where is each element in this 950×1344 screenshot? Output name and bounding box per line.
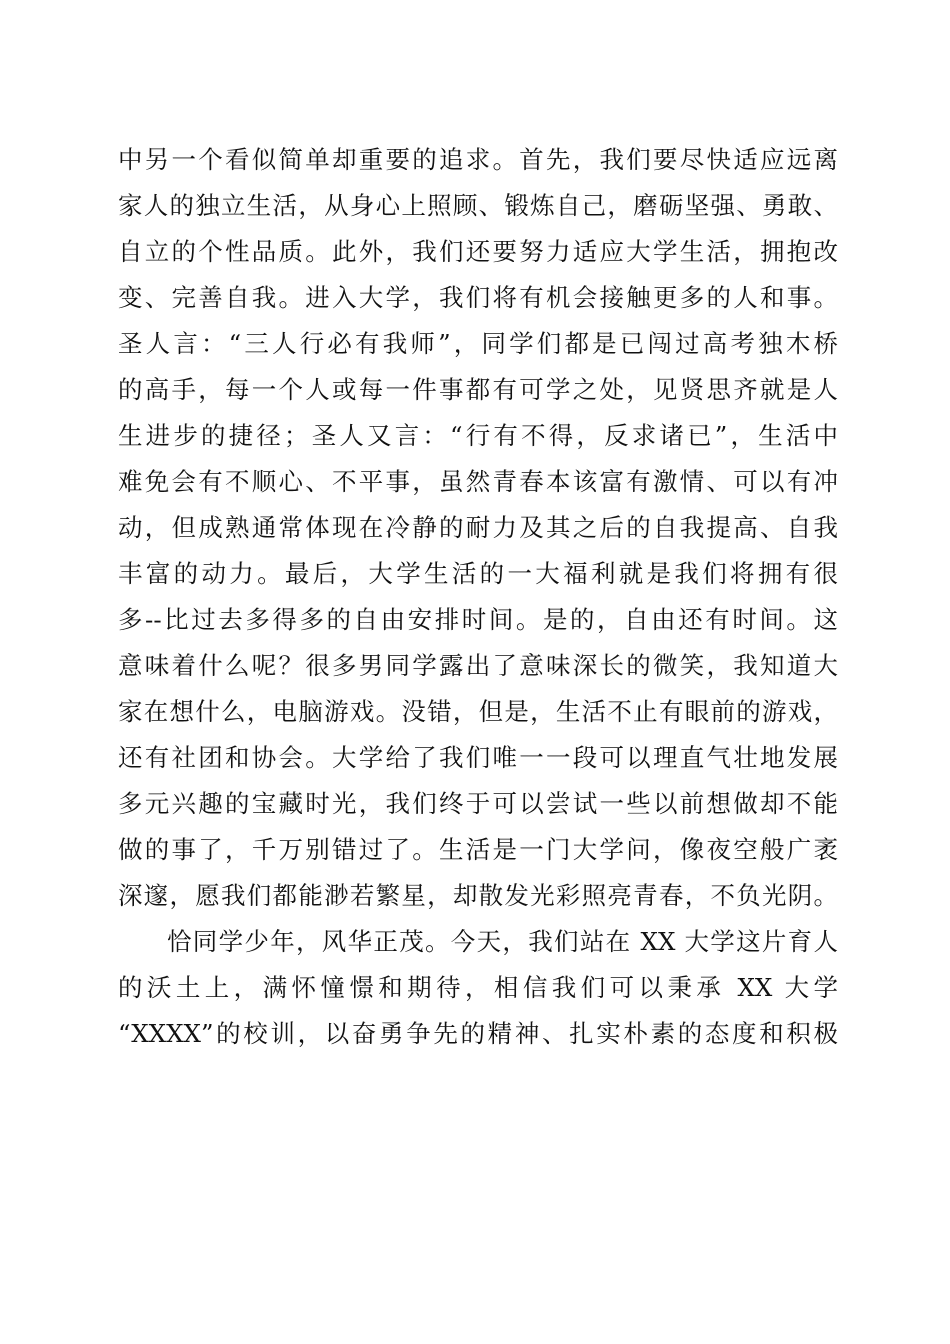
text-line: 深邃，愿我们都能渺若繁星，却散发光彩照亮青春，不负光阴。: [118, 881, 838, 910]
text-line: 变、完善自我。进入大学，我们将有机会接触更多的人和事。: [118, 283, 838, 312]
body-text: [118, 137, 838, 1057]
text-line: 自立的个性品质。此外，我们还要努力适应大学生活，拥抱改: [118, 237, 838, 266]
text-line: 中另一个看似简单却重要的追求。首先，我们要尽快适应远离: [118, 145, 838, 174]
text-line: 还有社团和协会。大学给了我们唯一一段可以理直气壮地发展: [118, 743, 838, 772]
text-line: 恰同学少年，风华正茂。今天，我们站在 XX 大学这片育人: [167, 927, 838, 956]
text-line: 的沃土上，满怀憧憬和期待，相信我们可以秉承 XX 大学: [118, 973, 838, 1002]
text-line: 圣人言：“三人行必有我师”，同学们都是已闯过高考独木桥: [118, 329, 838, 358]
text-line: 意味着什么呢？很多男同学露出了意味深长的微笑，我知道大: [118, 651, 838, 680]
text-line: 做的事了，千万别错过了。生活是一门大学问，像夜空般广袤: [118, 835, 838, 864]
text-line: 家在想什么，电脑游戏。没错，但是，生活不止有眼前的游戏，: [118, 697, 838, 726]
text-line: 动，但成熟通常体现在冷静的耐力及其之后的自我提高、自我: [118, 513, 838, 542]
text-line: 难免会有不顺心、不平事，虽然青春本该富有激情、可以有冲: [118, 467, 838, 496]
text-line: 多元兴趣的宝藏时光，我们终于可以尝试一些以前想做却不能: [118, 789, 838, 818]
paragraph-2: [118, 919, 838, 1057]
text-line: 生进步的捷径；圣人又言：“行有不得，反求诸已”，生活中: [118, 421, 838, 450]
text-line: 丰富的动力。最后，大学生活的一大福利就是我们将拥有很: [118, 559, 838, 588]
paragraph-1: [118, 137, 838, 919]
text-line: 的高手，每一个人或每一件事都有可学之处，见贤思齐就是人: [118, 375, 838, 404]
text-line: 家人的独立生活，从身心上照顾、锻炼自己，磨砺坚强、勇敢、: [118, 191, 838, 220]
text-line: 多--比过去多得多的自由安排时间。是的，自由还有时间。这: [118, 605, 838, 634]
text-line: “XXXX”的校训，以奋勇争先的精神、扎实朴素的态度和积极: [118, 1019, 838, 1048]
